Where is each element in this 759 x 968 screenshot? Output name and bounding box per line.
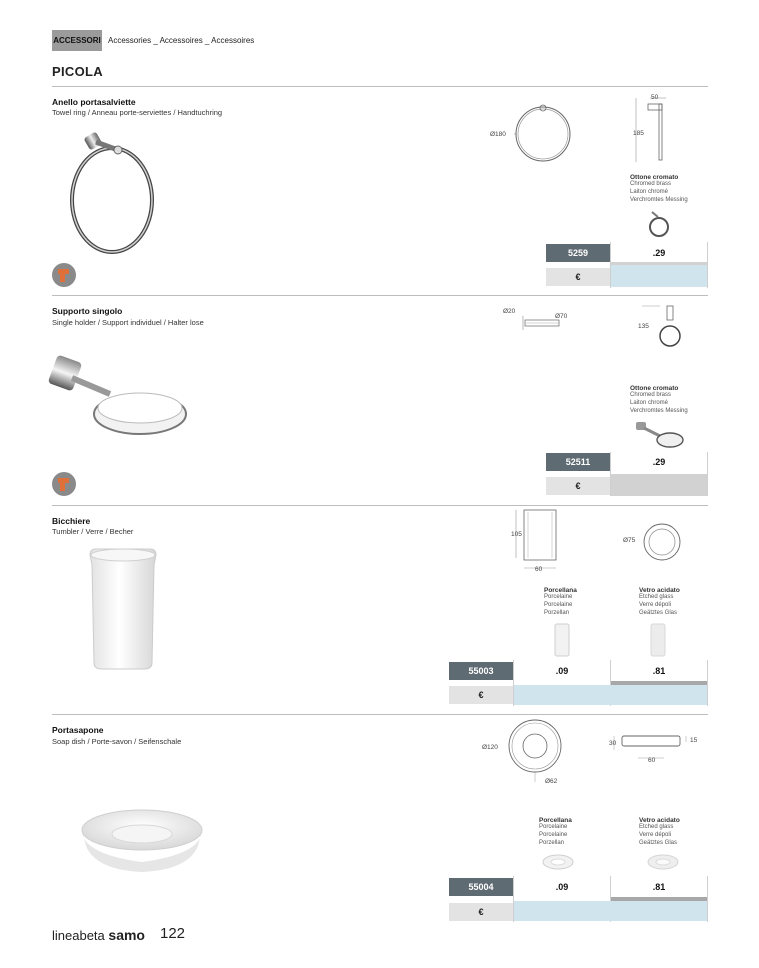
finish-block: [639, 817, 680, 847]
dimension-label: Ø62: [545, 778, 558, 785]
finish-line: Porcelaine: [539, 831, 568, 838]
series-title: PICOLA: [52, 64, 103, 79]
product-title: Supporto singolo: [52, 306, 123, 316]
price-value: .81: [652, 882, 666, 892]
finish-block: [630, 174, 688, 204]
tumbler-photo: [84, 545, 164, 675]
finish-block: [630, 385, 688, 415]
finish-title: Vetro acidato: [639, 587, 680, 594]
price-cell: [611, 265, 707, 287]
dimension-label: Ø120: [482, 744, 498, 751]
finish-block: [544, 587, 577, 617]
finish-title: Ottone cromato: [630, 385, 679, 392]
dimension-label: 185: [633, 130, 644, 137]
finish-line: Geätztes Glas: [639, 839, 678, 846]
footer-brand: [52, 927, 145, 943]
finish-line: Laiton chromé: [630, 399, 669, 406]
divider: [52, 86, 708, 87]
page-number: 122: [160, 925, 186, 942]
currency-label: €: [546, 477, 610, 495]
finish-thumbnail: [540, 852, 576, 872]
product-title: Bicchiere: [52, 516, 91, 526]
finish-thumbnail: [646, 208, 672, 242]
finish-line: Porzellan: [544, 609, 570, 616]
finish-thumbnail: [553, 622, 571, 658]
breadcrumb: Accessories _ Accessoires _ Accessoires: [108, 36, 255, 45]
finish-line: Porcelaine: [539, 824, 568, 830]
finish-block: [639, 587, 680, 617]
dimension-label: 15: [690, 737, 698, 744]
finish-line: Porcelaine: [544, 594, 573, 600]
finish-line: Chromed brass: [630, 181, 672, 187]
divider: [707, 452, 708, 496]
price-cell: [514, 685, 707, 705]
finish-title: Vetro acidato: [639, 817, 680, 824]
currency-label: €: [449, 686, 513, 704]
finish-line: Porzellan: [539, 839, 565, 846]
price-cell: [611, 474, 707, 496]
price-value: .09: [555, 666, 569, 676]
product-code: 55003: [449, 662, 513, 680]
dimension-label: Ø70: [555, 313, 568, 320]
finish-line: Verre dépoli: [639, 831, 672, 838]
dimension-label: 50: [651, 94, 659, 101]
finish-line: Chromed brass: [630, 392, 672, 398]
dimension-label: 135: [638, 323, 649, 330]
product-subtitle: Towel ring / Anneau porte-serviettes / Handtuchring: [52, 108, 223, 117]
dimension-label: 60: [648, 757, 656, 764]
product-title: Portasapone: [52, 725, 104, 735]
product-subtitle: Soap dish / Porte-savon / Seifenschale: [52, 737, 182, 746]
finish-thumbnail: [634, 418, 686, 450]
currency-label: €: [546, 268, 610, 286]
finish-line: Laiton chromé: [630, 188, 669, 195]
finish-title: Porcellana: [544, 587, 577, 594]
dimension-label: 105: [511, 531, 522, 538]
product-code: 5259: [546, 244, 610, 262]
product-subtitle: Single holder / Support individuel / Halter lose: [52, 318, 204, 327]
brand-light: lineabeta: [52, 928, 105, 943]
finish-line: Verre dépoli: [639, 601, 672, 608]
finish-line: Porcelaine: [544, 601, 573, 608]
finish-line: Etched glass: [639, 824, 674, 830]
divider: [52, 714, 708, 715]
price-value: .29: [652, 248, 666, 258]
price-value: .29: [652, 457, 666, 467]
divider: [52, 505, 708, 506]
price-value: .09: [555, 882, 569, 892]
dimension-label: Ø20: [503, 308, 516, 315]
top-drawing: [505, 716, 565, 786]
brand-bold: samo: [108, 927, 145, 943]
price-value: .81: [652, 666, 666, 676]
product-code: 52511: [546, 453, 610, 471]
divider: [707, 242, 708, 288]
divider: [707, 660, 708, 706]
finish-title: Porcellana: [539, 817, 572, 824]
finish-line: Geätztes Glas: [639, 609, 678, 616]
material-icon: [52, 263, 76, 287]
divider: [707, 876, 708, 922]
finish-thumbnail: [645, 852, 681, 872]
top-drawing: [640, 520, 684, 564]
towel-ring-photo: [62, 128, 162, 260]
product-title: Anello portasalviette: [52, 97, 136, 107]
finish-line: Verchromtes Messing: [630, 196, 688, 203]
currency-label: €: [449, 903, 513, 921]
price-cell: [514, 901, 707, 921]
material-icon: [52, 472, 76, 496]
finish-line: Etched glass: [639, 594, 674, 600]
finish-thumbnail: [649, 622, 667, 658]
dimension-label: 60: [535, 566, 543, 573]
divider: [52, 295, 708, 296]
finish-line: Verchromtes Messing: [630, 407, 688, 414]
product-code: 55004: [449, 878, 513, 896]
finish-title: Ottone cromato: [630, 174, 679, 181]
dimension-label: Ø75: [623, 537, 636, 544]
section-tag: ACCESSORI: [52, 30, 102, 51]
dimension-label: 30: [609, 740, 617, 747]
single-holder-photo: [48, 352, 193, 442]
dimension-label: Ø180: [490, 131, 506, 138]
product-subtitle: Tumbler / Verre / Becher: [52, 527, 134, 536]
finish-badge: [52, 472, 76, 496]
finish-block: [539, 817, 572, 847]
soap-dish-photo: [78, 806, 206, 876]
finish-badge: [52, 263, 76, 287]
